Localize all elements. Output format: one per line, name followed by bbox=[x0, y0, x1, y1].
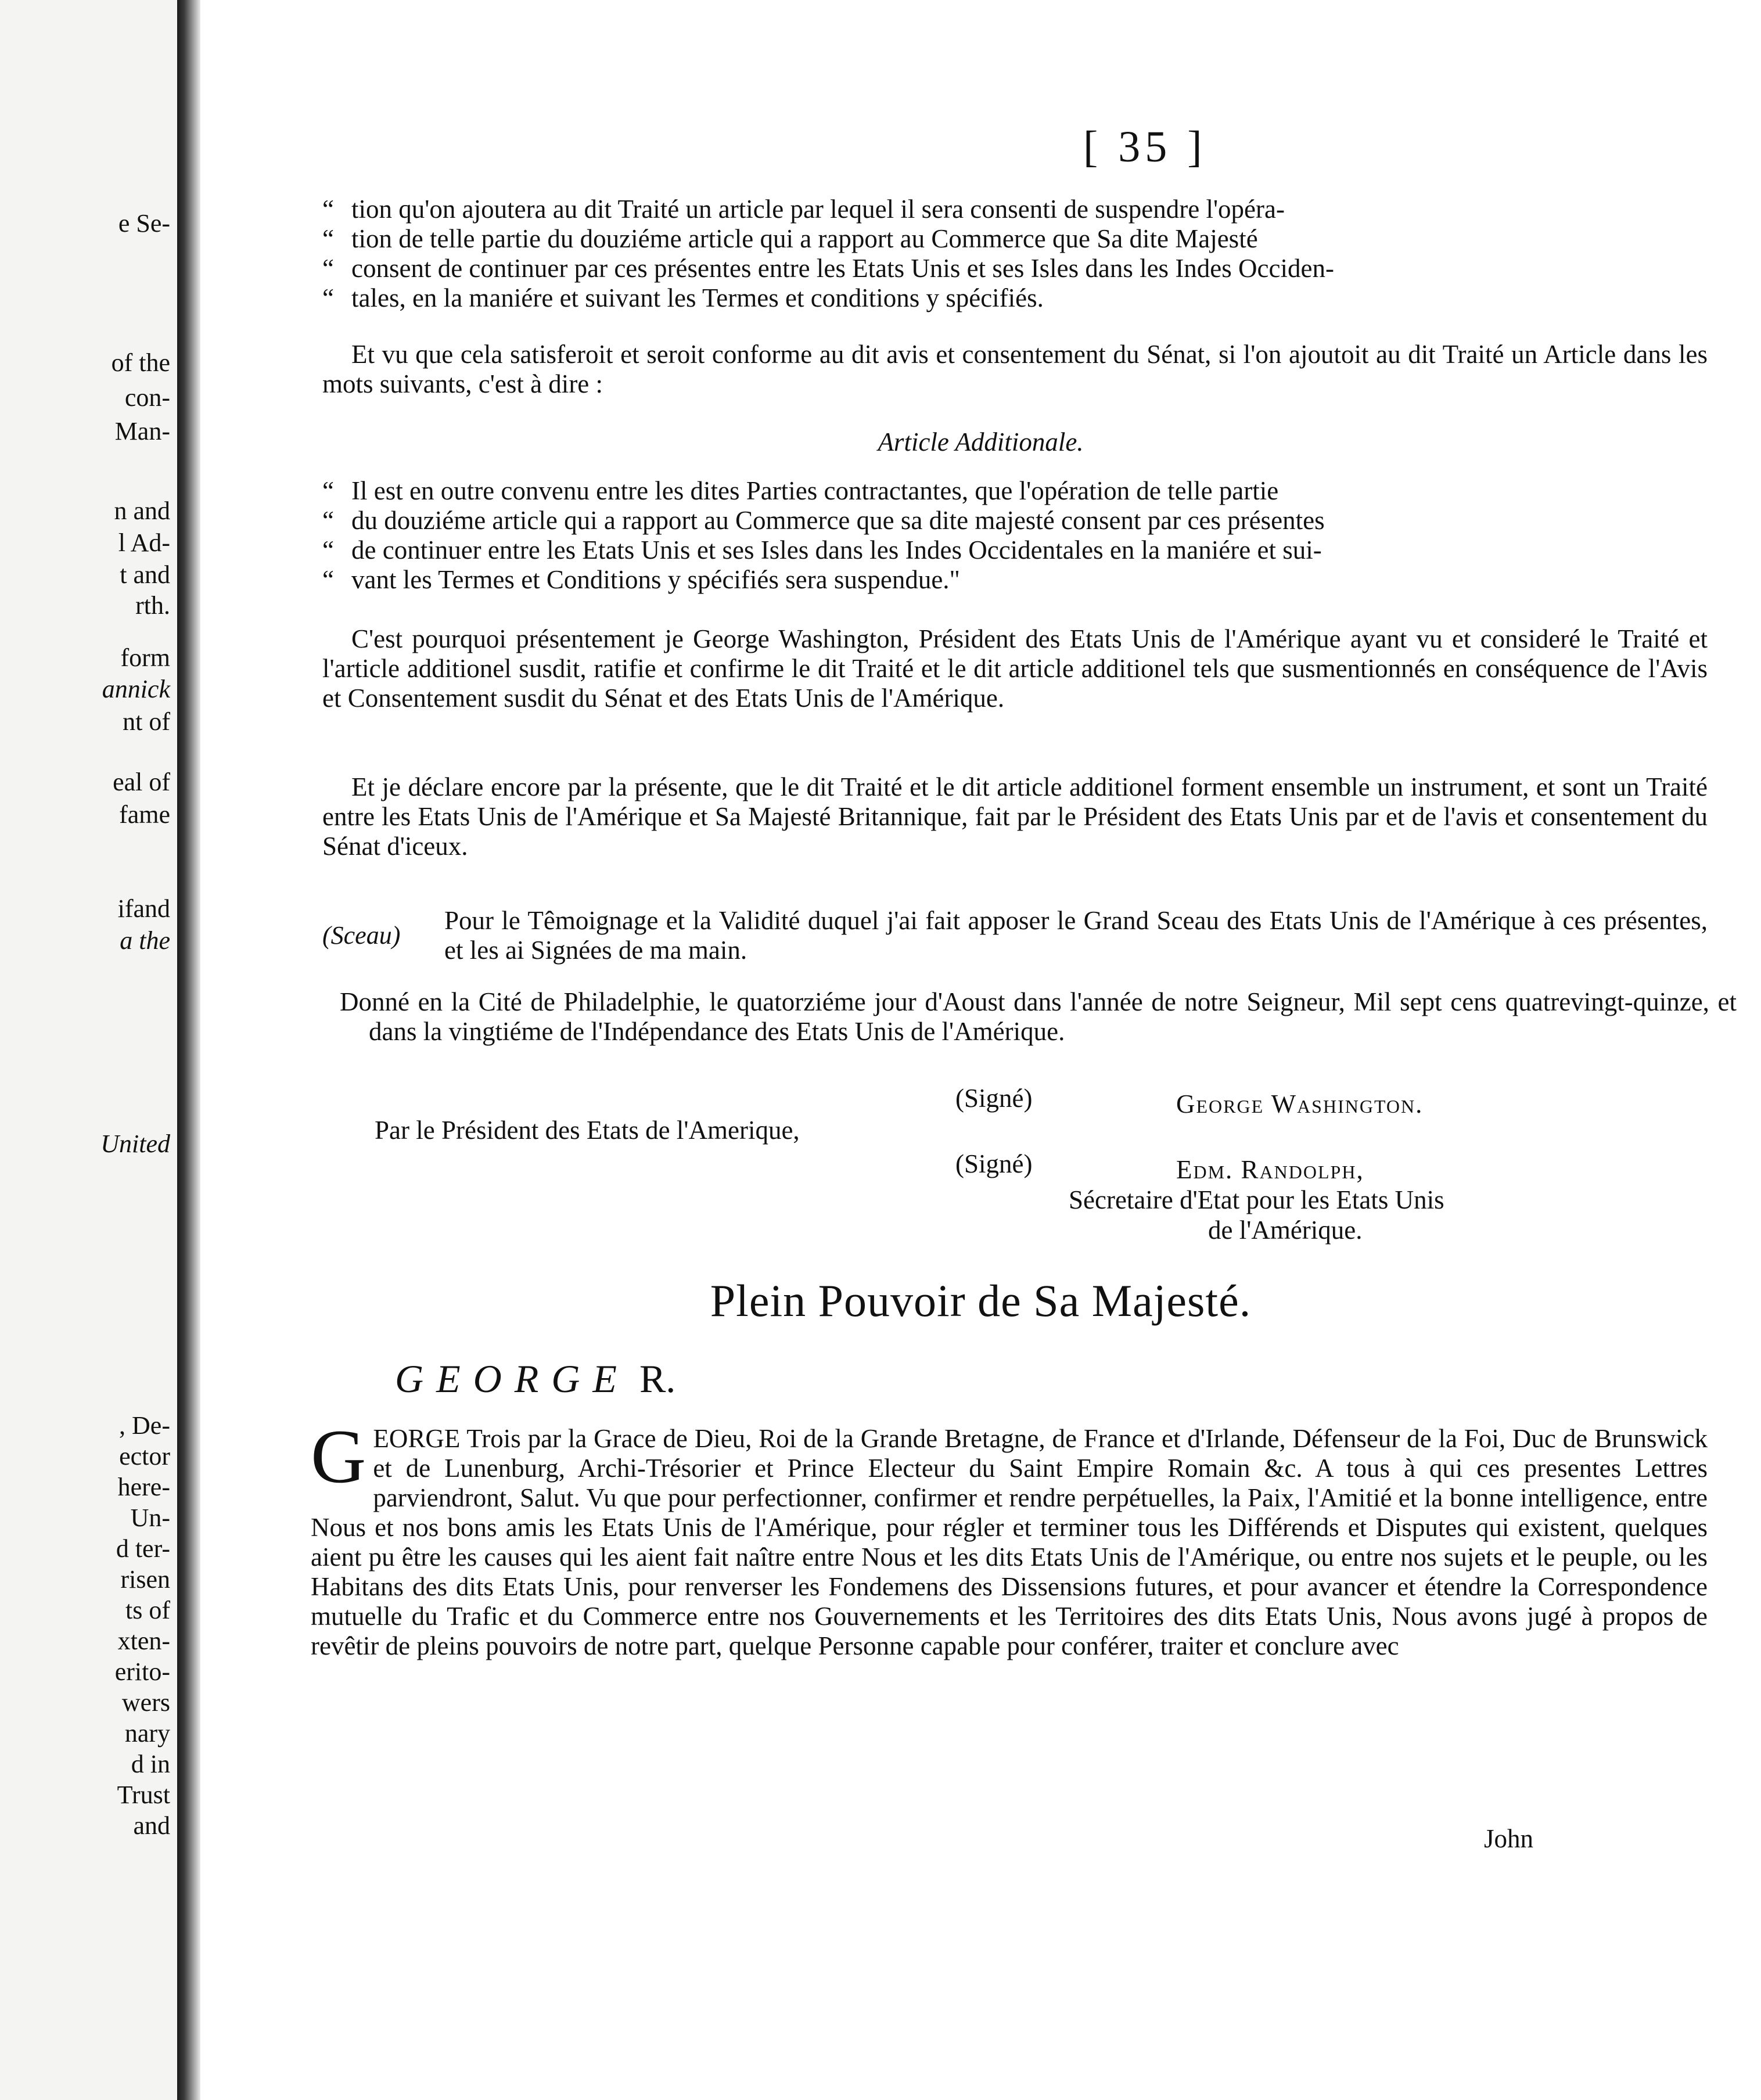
catchword: John bbox=[1484, 1824, 1534, 1853]
fragment-line: of the bbox=[111, 348, 170, 377]
paragraph-temoignage: Pour le Têmoignage et la Validité duquel j'ai fait apposer le Grand Sceau des Etats Unis de l'Amérique à ces présentes, et les ai Signées de ma main. bbox=[444, 906, 1708, 965]
facing-page-edge bbox=[0, 0, 179, 2100]
signer-washington: George Washington. bbox=[1176, 1089, 1424, 1119]
quote-line: “ de continuer entre les Etats Unis et ses Isles dans les Indes Occidentales en la maniére et sui- bbox=[322, 535, 1322, 564]
paragraph-donne: Donné en la Cité de Philadelphie, le quatorziéme jour d'Aoust dans l'année de notre Seigneur, Mil sept cens quatrevingt-quinze, et dans la vingtiéme de l'Indépendance des Etats Unis de l'Amérique. bbox=[340, 987, 1737, 1046]
quote-line: “ tion qu'on ajoutera au dit Traité un article par lequel il sera consenti de suspendre l'opéra- bbox=[322, 195, 1285, 224]
fragment-line: nt of bbox=[123, 707, 170, 736]
fragment-line: l Ad- bbox=[118, 528, 170, 557]
article-quote bbox=[322, 476, 1708, 595]
paragraph-george: G EORGE Trois par la Grace de Dieu, Roi de la Grande Bretagne, de France et d'Irlande, Défenseur de la Foi, Duc de Brunswick et de Lunenburg, Archi-Trésorier et Prince Electeur du Saint Empire Romain &c. A tous à qui ces presentes Lettres parviendront, Salut. Vu que pour perfectionner, confirmer et rendre perpétuelles, la Paix, l'Amitié et la bonne intelligence, entre Nous et nos bons amis les Etats Unis de l'Amérique, pour régler et terminer tous les Différends et Disputes qui existent, quelques aient pu être les causes qui les aient fait naître entre Nous et les dits Etats Unis de l'Amérique, ou entre nos sujets et le peuple, ou les Habitans des dits Etats Unis, pour renverser les Fondemens des Dissensions futures, et pour avancer et étendre la Correspondence mutuelle du Trafic et du Commerce entre nos Gouvernements et les Territoires des dits Etats Unis, Nous avons jugé à propos de revêtir de pleins pouvoirs de notre part, quelque Personne capable pour conférer, traiter et conclure avec bbox=[311, 1414, 1708, 1660]
quote-line: “ tales, en la maniére et suivant les Termes et conditions y spécifiés. bbox=[322, 283, 1044, 312]
fragment-line: , De- bbox=[119, 1411, 170, 1440]
fragment-line: Man- bbox=[114, 417, 170, 445]
fragment-line: and bbox=[133, 1811, 170, 1840]
quote-line: “ consent de continuer par ces présentes entre les Etats Unis et ses Isles dans les Indes Occiden- bbox=[322, 254, 1334, 283]
signer-randolph-title: Sécretaire d'Etat pour les Etats Unis bbox=[1069, 1185, 1444, 1214]
opening-quote bbox=[322, 195, 1708, 313]
fragment-line: eal of bbox=[113, 768, 170, 796]
fragment-line: nary bbox=[124, 1719, 170, 1747]
quote-line: “ vant les Termes et Conditions y spécifiés sera suspendue." bbox=[322, 565, 960, 594]
book-gutter bbox=[177, 0, 200, 2100]
george-suffix: R. bbox=[639, 1357, 676, 1401]
fragment-line: ector bbox=[119, 1442, 170, 1470]
george-name: GEORGE bbox=[395, 1357, 630, 1401]
signer-randolph-title: de l'Amérique. bbox=[1208, 1216, 1363, 1245]
paragraph-pourquoi: C'est pourquoi présentement je George Washington, Président des Etats Unis de l'Amérique ayant vu et consideré le Traité et l'article additionel susdit, ratifie et confirme le dit Traité et le dit article additionel tels que susmentionnés en conséquence de l'Avis et Consentement susdit du Sénat et des Etats Unis de l'Amérique. bbox=[322, 624, 1708, 713]
signed-label-1: (Signé) bbox=[955, 1084, 1033, 1113]
quote-line: “ Il est en outre convenu entre les dites Parties contractantes, que l'opération de telle partie bbox=[322, 476, 1279, 505]
fragment-line: d ter- bbox=[116, 1534, 170, 1563]
fragment-line: d in bbox=[131, 1750, 170, 1778]
quote-line: “ tion de telle partie du douziéme article qui a rapport au Commerce que Sa dite Majesté bbox=[322, 224, 1258, 253]
fragment-line: annick bbox=[102, 675, 170, 703]
fragment-line: risen bbox=[120, 1565, 170, 1594]
fragment-line: Un- bbox=[130, 1504, 170, 1532]
signed-label-2: (Signé) bbox=[955, 1149, 1033, 1178]
article-heading: Article Additionale. bbox=[878, 427, 1084, 456]
fragment-line: rth. bbox=[135, 591, 170, 620]
section-heading: Plein Pouvoir de Sa Majesté. bbox=[710, 1275, 1252, 1326]
fragment-line: ts of bbox=[125, 1596, 170, 1624]
by-president-line: Par le Président des Etats de l'Amerique, bbox=[375, 1116, 800, 1145]
fragment-line: e Se- bbox=[118, 209, 170, 238]
fragment-line: fame bbox=[119, 800, 170, 829]
quote-line: “ du douziéme article qui a rapport au Commerce que sa dite majesté consent par ces présentes bbox=[322, 506, 1325, 535]
fragment-line: ifand bbox=[117, 894, 170, 923]
fragment-line: erito- bbox=[114, 1657, 170, 1686]
fragment-line: form bbox=[120, 643, 170, 672]
drop-capital: G bbox=[311, 1414, 366, 1499]
fragment-line: a the bbox=[120, 926, 170, 955]
fragment-line: wers bbox=[121, 1688, 170, 1717]
fragment-line: t and bbox=[120, 560, 170, 589]
george-r-heading bbox=[395, 1356, 675, 1402]
fragment-line: Trust bbox=[117, 1781, 170, 1809]
signer-randolph: Edm. Randolph, bbox=[1176, 1155, 1364, 1184]
fragment-line: xten- bbox=[117, 1627, 170, 1655]
document-page bbox=[200, 0, 1761, 2100]
paragraph-declare: Et je déclare encore par la présente, que le dit Traité et le dit article additionel forment ensemble un instrument, et sont un Traité entre les Etats Unis de l'Amérique et Sa Majesté Britannique, fait par le Président des Etats Unis par et de l'avis et consentement du Sénat d'iceux. bbox=[322, 772, 1708, 861]
fragment-line: n and bbox=[114, 497, 170, 525]
fragment-line: con- bbox=[124, 383, 170, 412]
fragment-line: United bbox=[100, 1130, 170, 1158]
fragment-line: here- bbox=[117, 1473, 170, 1501]
seal-label: (Sceau) bbox=[322, 921, 401, 950]
page-number: [ 35 ] bbox=[1083, 123, 1207, 171]
paragraph-avis: Et vu que cela satisferoit et seroit conforme au dit avis et consentement du Sénat, si l'on ajoutoit au dit Traité un Article dans les mots suivants, c'est à dire : bbox=[322, 340, 1708, 398]
